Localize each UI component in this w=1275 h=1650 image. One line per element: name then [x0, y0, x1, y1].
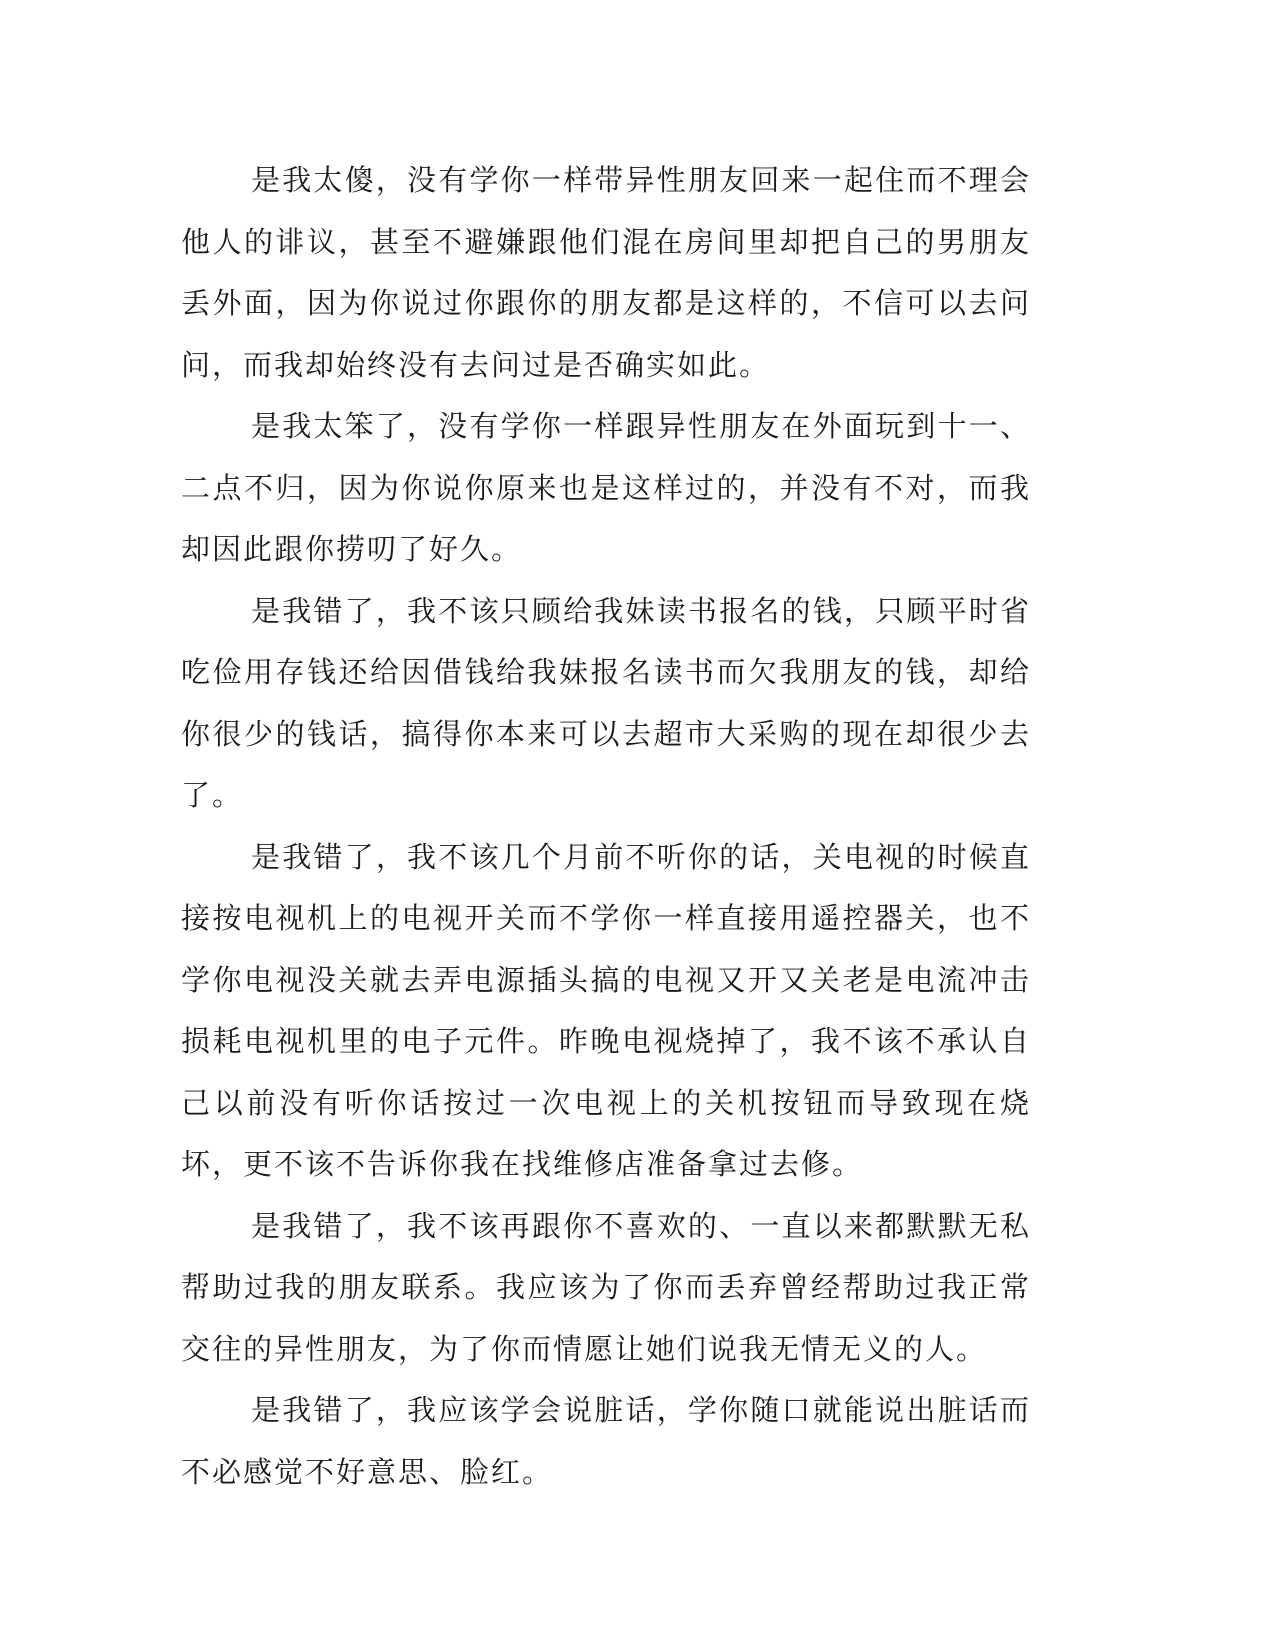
paragraph-2: 是我太笨了，没有学你一样跟异性朋友在外面玩到十一、二点不归，因为你说你原来也是这样过的，并没有不对，而我却因此跟你捞叨了好久。 [181, 409, 1031, 566]
paragraph-1: 是我太傻，没有学你一样带异性朋友回来一起住而不理会他人的诽议，甚至不避嫌跟他们混在房间里却把自己的男朋友丢外面，因为你说过你跟你的朋友都是这样的，不信可以去问问，而我却始终没有去问过是否确实如此。 [181, 163, 1031, 382]
paragraph-6: 是我错了，我应该学会说脏话，学你随口就能说出脏话而不必感觉不好意思、脸红。 [181, 1393, 1031, 1489]
document-body [181, 150, 1031, 1503]
paragraph-3: 是我错了，我不该只顾给我妹读书报名的钱，只顾平时省吃俭用存钱还给因借钱给我妹报名读书而欠我朋友的钱，却给你很少的钱话，搞得你本来可以去超市大采购的现在却很少去了。 [181, 593, 1031, 812]
paragraph-5: 是我错了，我不该再跟你不喜欢的、一直以来都默默无私帮助过我的朋友联系。我应该为了你而丢弃曾经帮助过我正常交往的异性朋友，为了你而情愿让她们说我无情无义的人。 [181, 1208, 1031, 1366]
paragraph-4: 是我错了，我不该几个月前不听你的话，关电视的时候直接按电视机上的电视开关而不学你一样直接用遥控器关，也不学你电视没关就去弄电源插头搞的电视又开又关老是电流冲击损耗电视机里的电子元件。昨晚电视烧掉了，我不该不承认自己以前没有听你话按过一次电视上的关机按钮而导致现在烧坏，更不该不告诉你我在找维修店准备拿过去修。 [181, 839, 1031, 1181]
